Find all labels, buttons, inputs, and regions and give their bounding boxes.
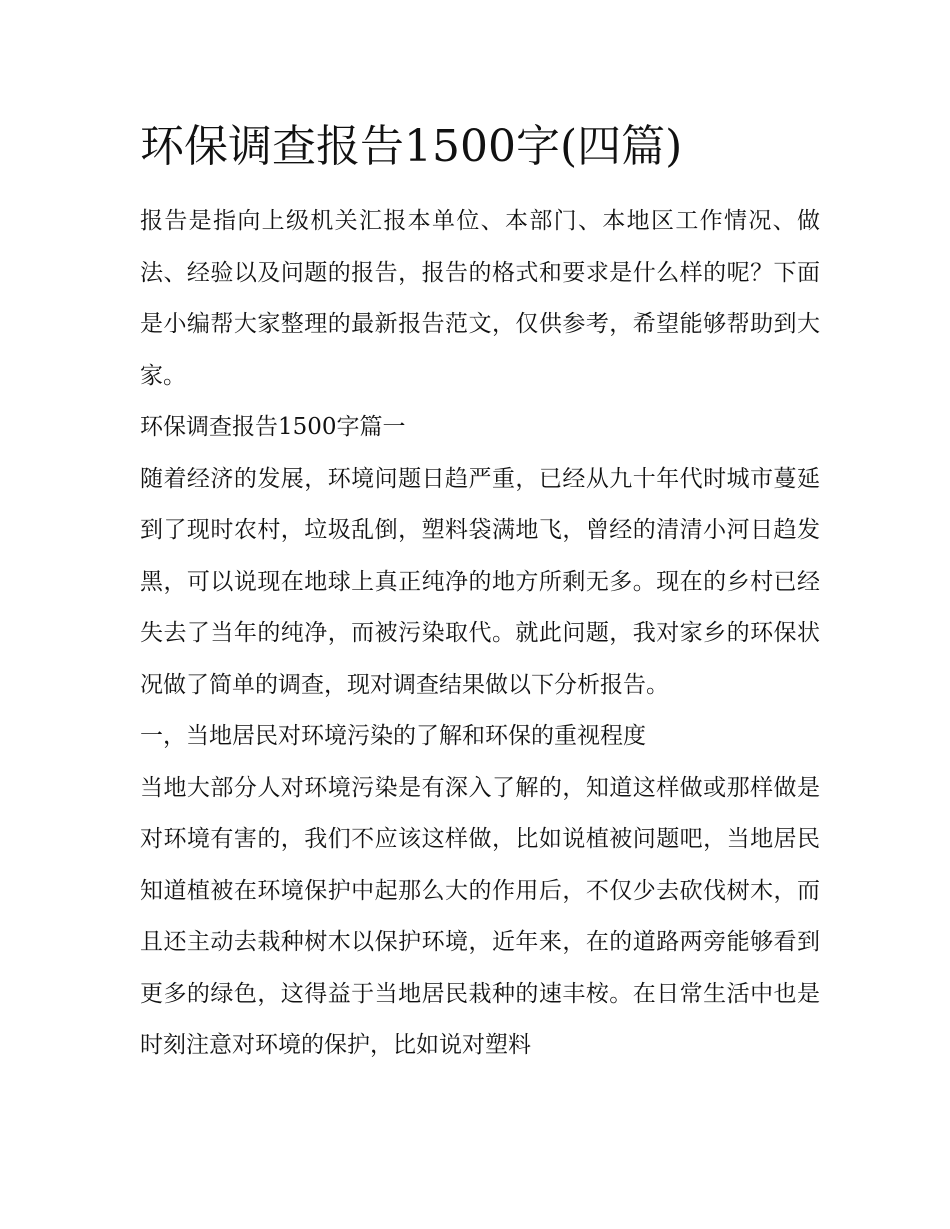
subheading-1: 一，当地居民对环境污染的了解和环保的重视程度: [140, 723, 646, 749]
document-title: 环保调查报告1500字(四篇): [140, 121, 683, 172]
section-1-paragraph-1: 随着经济的发展，环境问题日趋严重，已经从九十年代时城市蔓延到了现时农村，垃圾乱倒，塑料袋满地飞，曾经的清清小河日趋发黑，可以说现在地球上真正纯净的地方所剩无多。现在的乡村已经失去了当年的纯净，而被污染取代。就此问题，我对家乡的环保状况做了简单的调查，现对调查结果做以下分析报告。: [140, 465, 820, 698]
section-title-1: 环保调查报告1500字篇一: [140, 414, 406, 440]
intro-paragraph: 报告是指向上级机关汇报本单位、本部门、本地区工作情况、做法、经验以及问题的报告，报告的格式和要求是什么样的呢？下面是小编帮大家整理的最新报告范文，仅供参考，希望能够帮助到大家。: [140, 208, 820, 389]
document-page: [140, 118, 820, 1072]
section-1-paragraph-2: 当地大部分人对环境污染是有深入了解的，知道这样做或那样做是对环境有害的，我们不应该这样做，比如说植被问题吧，当地居民知道植被在环境保护中起那么大的作用后，不仅少去砍伐树木，而且还主动去栽种树木以保护环境，近年来，在的道路两旁能够看到更多的绿色，这得益于当地居民栽种的速丰桉。在日常生活中也是时刻注意对环境的保护，比如说对塑料: [140, 774, 820, 1058]
